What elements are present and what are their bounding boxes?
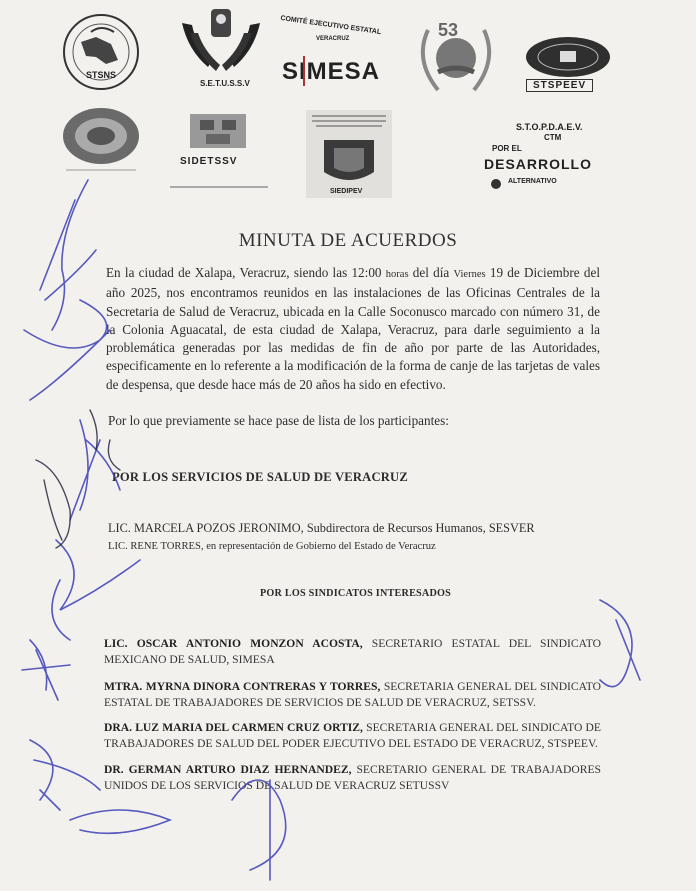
stopdaev-line5: ALTERNATIVO	[508, 178, 557, 185]
union-entry-1	[104, 636, 601, 668]
union-entry-2	[104, 679, 601, 711]
signature-5	[22, 640, 70, 700]
sidetssv-rule	[170, 186, 268, 188]
section-servicios-salud: POR LOS SERVICIOS DE SALUD DE VERACRUZ	[112, 470, 408, 484]
sidepev-label: SIEDIPEV	[330, 188, 363, 195]
anniversary-number: 53	[438, 20, 459, 40]
union-entry-2-role: SECRETARIA GENERAL DEL SINDICATO ESTATAL DE TRABAJADORES DE SERVICIOS DE SALUD DE VERACRUZ, SETSSV.	[104, 680, 601, 709]
union-entry-1-role: SECRETARIO ESTATAL DEL SINDICATO MEXICANO DE SALUD, SIMESA	[104, 637, 601, 666]
stopdaev-line4: DESARROLLO	[484, 156, 592, 172]
signature-6	[30, 740, 100, 810]
stopdaev-line3: POR EL	[492, 144, 522, 153]
intro-part-c: 19 de Diciembre del año 2025, nos encontramos reunidos en las instalaciones de las Oficinas Centrales de la Secretaria de Salud de Veracruz, ubicada en la Calle Soconusco marcado con número 31, de la Colonia Aguacatal, de esta ciudad de Xalapa, Veracruz, para darle seguimiento a la problemática generadas por las medidas de fin de año por parte de las Autoridades, especificamente en lo referente a la modificación de la forma de canje de las tarjetas de vales de despensa, que desde hace más de 20 años ha sido en efectivo.	[106, 265, 601, 392]
union-entry-2-name: MTRA. MYRNA DINORA CONTRERAS Y TORRES,	[104, 680, 381, 693]
intro-viernes: Viernes	[453, 269, 486, 280]
signature-9	[232, 780, 286, 880]
round-seal-icon	[58, 104, 144, 176]
signature-2	[24, 300, 110, 400]
stspeev-emblem-icon	[524, 36, 612, 78]
stsns-label: STSNS	[86, 70, 117, 80]
stopdaev-dot-icon	[490, 178, 502, 190]
section-sindicatos: POR LOS SINDICATOS INTERESADOS	[260, 588, 452, 599]
sidetssv-emblem-icon	[170, 108, 270, 158]
signature-dark-1	[36, 460, 70, 548]
intro-part-b: del día	[412, 265, 450, 280]
stsns-emblem-icon	[56, 12, 146, 97]
logo-stspeev	[524, 36, 612, 92]
stopdaev-line1: S.T.O.P.D.A.E.V.	[516, 122, 583, 132]
intro-part-a: En la ciudad de Xalapa, Veracruz, siendo las 12:00	[106, 265, 382, 280]
setussv-emblem-icon	[178, 5, 264, 80]
union-entry-3	[104, 720, 601, 752]
simesa-label: SIMESA	[282, 58, 381, 85]
logo-round-seal	[58, 104, 144, 176]
union-entry-4	[104, 762, 601, 794]
union-entry-4-role: SECRETARIO GENERAL DE TRABAJADORES UNIDOS DE LOS SERVICIOS DE SALUD DE VERACRUZ SETUSSV	[104, 763, 601, 792]
logo-stsns	[56, 12, 146, 97]
stspeev-label: STSPEEV	[526, 79, 593, 92]
simesa-sub-label: VERACRUZ	[316, 36, 350, 42]
union-entry-3-role: SECRETARIA GENERAL DEL SINDICATO DE TRABAJADORES DE SALUD DEL PODER EJECUTIVO DEL ESTADO DE VERACRUZ, STSPEEV.	[104, 721, 601, 750]
simesa-caduceus-icon	[292, 56, 316, 86]
participant-2	[108, 538, 602, 556]
intro-paragraph	[106, 264, 600, 394]
union-entry-3-name: DRA. LUZ MARIA DEL CARMEN CRUZ ORTIZ,	[104, 721, 363, 734]
union-entry-1-name: LIC. OSCAR ANTONIO MONZON ACOSTA,	[104, 637, 363, 650]
logo-sidetssv	[170, 108, 270, 192]
page-title: MINUTA DE ACUERDOS	[238, 230, 458, 251]
participant-2-role: en representación de Gobierno del Estado de Veracruz	[206, 541, 436, 552]
signature-7	[70, 810, 170, 833]
intro-horas: horas	[385, 269, 409, 280]
logo-simesa	[278, 14, 382, 100]
setussv-label: S.E.T.U.S.S.V	[200, 79, 250, 88]
roll-call-text: Por lo que previamente se hace pase de lista de los participantes:	[108, 413, 449, 428]
sidepev-emblem-icon	[306, 110, 392, 198]
participant-1: LIC. MARCELA POZOS JERONIMO, Subdirectora de Recursos Humanos, SESVER	[108, 521, 535, 535]
stopdaev-line2: CTM	[544, 133, 562, 142]
union-entry-4-name: DR. GERMAN ARTURO DIAZ HERNANDEZ,	[104, 763, 352, 776]
logo-sidepev	[306, 110, 392, 198]
logo-stopdaev	[482, 122, 606, 194]
logo-anniversary	[408, 10, 504, 102]
signature-8	[600, 600, 640, 687]
sidetssv-label: SIDETSSV	[180, 156, 238, 167]
simesa-top-label: COMITÉ EJECUTIVO ESTATAL	[280, 14, 382, 37]
signature-1	[40, 180, 96, 330]
participant-2-name: LIC. RENE TORRES,	[108, 541, 204, 552]
logo-setussv	[178, 5, 264, 93]
